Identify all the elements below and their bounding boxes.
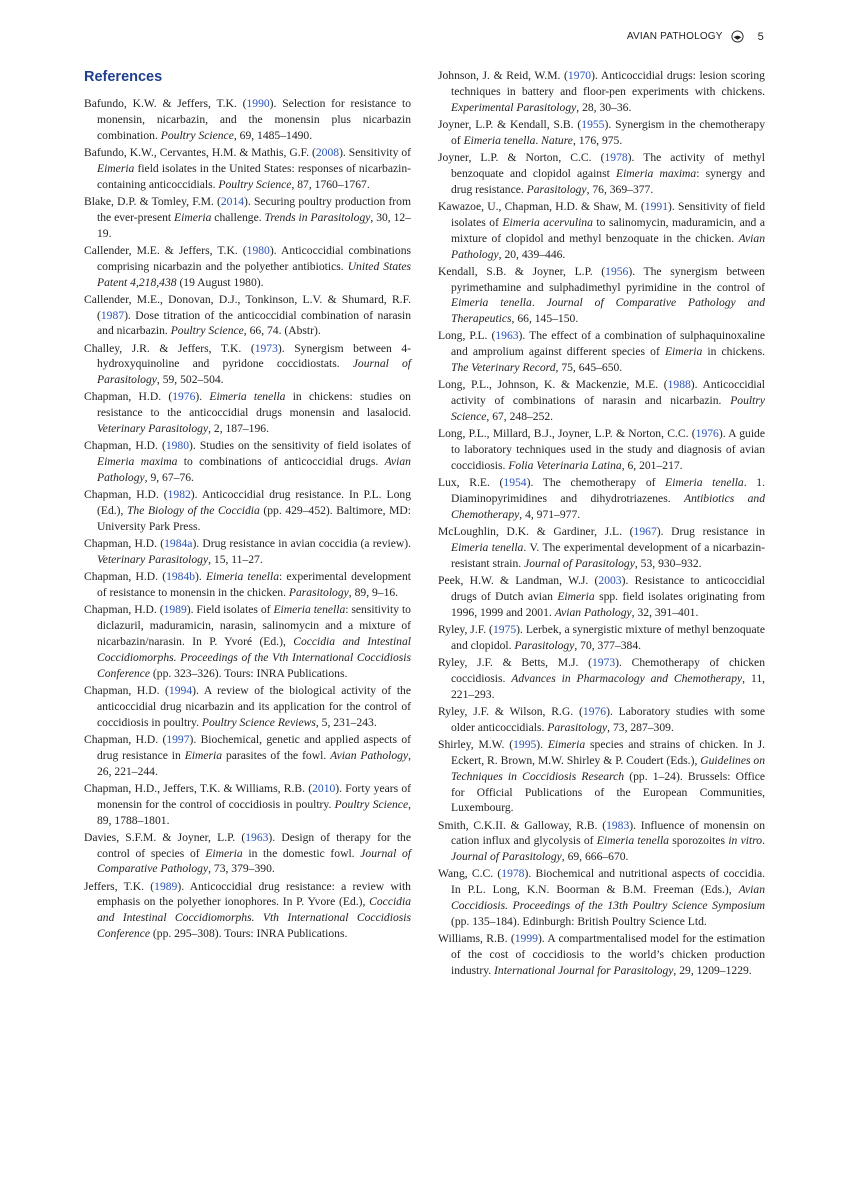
references-column-left	[84, 68, 411, 943]
italic-text: Eimeria tenella	[665, 476, 744, 490]
reference-year-link[interactable]: 1982	[167, 488, 191, 502]
reference-year-link[interactable]: 1980	[165, 439, 190, 453]
reference-year-link[interactable]: 1988	[667, 378, 691, 392]
italic-text: Journal of Parasitology	[451, 850, 562, 864]
italic-text: Avian Pathology	[330, 748, 409, 762]
reference-year-link[interactable]: 1954	[503, 476, 527, 490]
reference-entry: Chapman, H.D. (1976). Eimeria tenella in chickens: studies on resistance to the anticoccidial drugs monensin and lasalocid. Veterinary Parasitology, 2, 187–196.	[84, 390, 411, 436]
page-number: 5	[757, 30, 764, 43]
reference-year-link[interactable]: 1975	[492, 622, 517, 636]
reference-entry: Chapman, H.D. (1984b). Eimeria tenella: experimental development of resistance to monensin in the chicken. Parasitology, 89, 9–16.	[84, 570, 411, 600]
italic-text: Poultry Science	[170, 324, 244, 338]
italic-text: Antibiotics and Chemotherapy	[451, 492, 765, 521]
reference-year-link[interactable]: 2003	[598, 573, 622, 587]
reference-entry: Chapman, H.D. (1989). Field isolates of Eimeria tenella: sensitivity to diclazuril, maduramicin, narasin, salinomycin and a mixture of nicarbazin/narasin. In P. Yvoré (Ed.), Coccidia and Intestinal Coccidiomorphs. Proceedings of the Vth International Coccidiosis Conference (pp. 323–326). Tours: INRA Publications.	[84, 603, 411, 680]
italic-text: Poultry Science	[218, 177, 292, 191]
reference-year-link[interactable]: 1980	[246, 243, 270, 257]
italic-text: Eimeria	[664, 345, 703, 359]
italic-text: Eimeria	[174, 210, 212, 224]
reference-entry: Ryley, J.F. & Betts, M.J. (1973). Chemotherapy of chicken coccidiosis. Advances in Pharmacology and Chemotherapy, 11, 221–293.	[438, 655, 766, 701]
reference-entry: Chapman, H.D., Jeffers, T.K. & Williams, R.B. (2010). Forty years of monensin for the control of coccidiosis in poultry. Poultry Science, 89, 1788–1801.	[84, 781, 412, 827]
reference-entry: Peek, H.W. & Landman, W.J. (2003). Resistance to anticoccidial drugs of Dutch avian Eimeria spp. field isolates originating from 1996, 1999 and 2001. Avian Pathology, 32, 391–401.	[438, 573, 766, 619]
reference-entry: Bafundo, K.W. & Jeffers, T.K. (1990). Selection for resistance to monensin, nicarbazin, and the monensin plus nicarbazin combination. Poultry Science, 69, 1485–1490.	[84, 97, 411, 142]
italic-text: Parasitology	[514, 638, 575, 652]
reference-year-link[interactable]: 2014	[220, 194, 245, 208]
italic-text: Folia Veterinaria Latina	[508, 459, 622, 473]
reference-entry: Kawazoe, U., Chapman, H.D. & Shaw, M. (1991). Sensitivity of field isolates of Eimeria acervulina to salinomycin, maduramicin, and a mixture of clopidol and methyl benzoquate in the chicken. Avian Pathology, 20, 439–446.	[438, 199, 765, 261]
reference-entry: Callender, M.E. & Jeffers, T.K. (1980). Anticoccidial combinations comprising nicarbazin and the polyether antibiotics. United States Patent 4,218,438 (19 August 1980).	[84, 243, 412, 289]
reference-year-link[interactable]: 1978	[501, 867, 525, 881]
references-heading: References	[84, 69, 163, 85]
reference-year-link[interactable]: 2010	[312, 781, 336, 795]
references-column-right	[438, 68, 765, 980]
reference-year-link[interactable]: 1994	[168, 683, 193, 697]
reference-entry: Wang, C.C. (1978). Biochemical and nutritional aspects of coccidia. In P.L. Long, K.N. Boorman & B.M. Freeman (Eds.), Avian Coccidiosis. Proceedings of the 13th Poultry Science Symposium (pp. 135–184). Edinburgh: British Poultry Science Ltd.	[438, 867, 766, 929]
italic-text: Eimeria maxima	[97, 455, 178, 469]
reference-entry: Chapman, H.D. (1982). Anticoccidial drug resistance. In P.L. Long (Ed.), The Biology of the Coccidia (pp. 429–452). Baltimore, MD: University Park Press.	[84, 488, 411, 534]
reference-entry: Jeffers, T.K. (1989). Anticoccidial drug resistance: a review with emphasis on the polyether ionophores. In P. Yvore (Ed.), Coccidia and Intestinal Coccidiomorphs. Vth International Coccidiosis Conference (pp. 295–308). Tours: INRA Publications.	[84, 879, 411, 941]
reference-entry: Davies, S.F.M. & Joyner, L.P. (1963). Design of therapy for the control of species of Eimeria in the domestic fowl. Journal of Comparative Pathology, 73, 379–390.	[84, 830, 412, 876]
italic-text: The Veterinary Record	[451, 361, 556, 375]
reference-entry: Ryley, J.F. & Wilson, R.G. (1976). Laboratory studies with some older anticoccidials. Parasitology, 73, 287–309.	[438, 704, 765, 734]
reference-year-link[interactable]: 1963	[245, 830, 269, 844]
reference-list-left	[84, 96, 411, 942]
italic-text: Veterinary Parasitology	[97, 553, 209, 567]
reference-entry: Long, P.L. (1963). The effect of a combination of sulphaquinoxaline and amprolium against different species of Eimeria in chickens. The Veterinary Record, 75, 645–650.	[438, 329, 765, 375]
italic-text: in vitro	[728, 834, 763, 848]
reference-entry: Johnson, J. & Reid, W.M. (1970). Anticoccidial drugs: lesion scoring techniques in battery and floor-pen experiments with chickens. Experimental Parasitology, 28, 30–36.	[438, 69, 765, 114]
italic-text: Journal of Comparative Pathology and Therapeutics	[451, 296, 766, 326]
reference-year-link[interactable]: 1973	[254, 341, 278, 355]
italic-text: Advances in Pharmacology and Chemotherapy	[511, 671, 743, 685]
reference-year-link[interactable]: 1976	[172, 390, 196, 404]
reference-year-link[interactable]: 1976	[582, 704, 607, 718]
reference-entry: Blake, D.P. & Tomley, F.M. (2014). Securing poultry production from the ever-present Eimeria challenge. Trends in Parasitology, 30, 12–19.	[84, 194, 411, 240]
journal-logo-icon	[731, 30, 744, 43]
italic-text: Guidelines on Techniques in Coccidiosis Research	[451, 753, 766, 783]
reference-year-link[interactable]: 1970	[567, 69, 592, 82]
running-head	[627, 30, 764, 43]
reference-year-link[interactable]: 1989	[154, 879, 178, 893]
reference-year-link[interactable]: 1956	[605, 264, 629, 278]
italic-text: Avian Pathology	[97, 455, 411, 485]
italic-text: Parasitology	[526, 182, 587, 196]
reference-entry: Chapman, H.D. (1980). Studies on the sensitivity of field isolates of Eimeria maxima to combinations of anticoccidial drugs. Avian Pathology, 9, 67–76.	[84, 439, 411, 485]
italic-text: United States Patent 4,218,438	[97, 259, 411, 289]
reference-entry: Shirley, M.W. (1995). Eimeria species and strains of chicken. In J. Eckert, R. Brown, M.W. Shirley & P. Coudert (Eds.), Guidelines on Techniques in Coccidiosis Research (pp. 1–24). Brussels: Office for Official Publications of the European Communities, Luxembourg.	[438, 737, 766, 815]
italic-text: The Biology of the Coccidia	[126, 504, 260, 518]
reference-year-link[interactable]: 1983	[606, 818, 630, 832]
reference-entry: Challey, J.R. & Jeffers, T.K. (1973). Synergism between 4-hydroxyquinoline and pyridone coccidiostats. Journal of Parasitology, 59, 502–504.	[84, 341, 412, 387]
italic-text: International Journal for Parasitology	[494, 964, 674, 978]
journal-name: AVIAN PATHOLOGY	[626, 31, 723, 42]
italic-text: Journal of Parasitology	[524, 556, 635, 570]
reference-year-link[interactable]: 1989	[163, 603, 187, 617]
reference-entry: Joyner, L.P. & Kendall, S.B. (1955). Synergism in the chemotherapy of Eimeria tenella. Nature, 176, 975.	[438, 117, 765, 147]
reference-entry: Ryley, J.F. (1975). Lerbek, a synergistic mixture of methyl benzoquate and clopidol. Parasitology, 70, 377–384.	[438, 622, 765, 652]
reference-year-link[interactable]: 1967	[633, 525, 657, 539]
reference-year-link[interactable]: 1999	[514, 932, 538, 946]
italic-text: Trends in Parasitology	[264, 210, 371, 224]
italic-text: Poultry Science	[451, 394, 765, 424]
reference-entry: McLoughlin, D.K. & Gardiner, J.L. (1967). Drug resistance in Eimeria tenella. V. The experimental development of a nicarbazin-resistant strain. Journal of Parasitology, 53, 930–932.	[438, 525, 765, 570]
italic-text: Eimeria tenella	[273, 603, 346, 617]
italic-text: Eimeria tenella	[209, 390, 286, 404]
italic-text: Experimental Parasitology	[451, 100, 577, 114]
italic-text: Eimeria	[97, 161, 135, 175]
italic-text: Journal of Comparative Pathology	[97, 846, 412, 876]
italic-text: Eimeria	[557, 589, 595, 603]
reference-year-link[interactable]: 1987	[100, 308, 125, 322]
reference-entry: Joyner, L.P. & Norton, C.C. (1978). The activity of methyl benzoquate and clopidol against Eimeria maxima: synergy and drug resistance. Parasitology, 76, 369–377.	[438, 150, 766, 196]
reference-list-right	[438, 68, 765, 979]
reference-year-link[interactable]: 1991	[644, 199, 668, 213]
reference-year-link[interactable]: 1955	[581, 117, 605, 131]
reference-year-link[interactable]: 1984a	[164, 537, 193, 551]
reference-entry: Chapman, H.D. (1984a). Drug resistance in avian coccidia (a review). Veterinary Parasitology, 15, 11–27.	[84, 537, 411, 567]
italic-text: Parasitology	[288, 586, 349, 600]
italic-text: Eimeria tenella	[463, 133, 536, 147]
italic-text: Coccidia and Intestinal Coccidiomorphs. Vth International Coccidiosis Conference	[97, 895, 411, 941]
italic-text: Journal of Parasitology	[97, 357, 411, 387]
reference-year-link[interactable]: 1963	[495, 329, 519, 343]
reference-year-link[interactable]: 1990	[246, 97, 270, 110]
italic-text: Poultry Science Reviews	[201, 715, 316, 729]
italic-text: Eimeria	[547, 737, 586, 751]
reference-entry: Callender, M.E., Donovan, D.J., Tonkinson, L.V. & Shumard, R.F. (1987). Dose titration of the anticoccidial combination of narasin and nicarbazin. Poultry Science, 66, 74. (Abstr).	[84, 292, 411, 338]
italic-text: Eimeria maxima	[616, 166, 697, 180]
reference-year-link[interactable]: 1978	[604, 150, 628, 164]
reference-entry: Bafundo, K.W., Cervantes, H.M. & Mathis, G.F. (2008). Sensitivity of Eimeria field isolates in the United States: responses of nicarbazin-containing anticoccidials. Poultry Science, 87, 1760–1767.	[84, 145, 411, 191]
reference-year-link[interactable]: 2008	[315, 145, 340, 159]
reference-year-link[interactable]: 1976	[695, 427, 719, 441]
reference-entry: Lux, R.E. (1954). The chemotherapy of Eimeria tenella. 1. Diaminopyrimidines and dihydrotriazenes. Antibiotics and Chemotherapy, 4, 971–977.	[438, 476, 765, 521]
reference-entry: Kendall, S.B. & Joyner, L.P. (1956). The synergism between pyrimethamine and sulphadimethyl pyrimidine in the control of Eimeria tenella. Journal of Comparative Pathology and Therapeutics, 66, 145–150.	[438, 264, 766, 326]
reference-year-link[interactable]: 1997	[166, 732, 190, 746]
italic-text: Eimeria tenella	[596, 834, 669, 848]
italic-text: Eimeria tenella	[451, 540, 524, 554]
reference-entry: Williams, R.B. (1999). A compartmentalised model for the estimation of the cost of coccidiosis to the world’s chicken production industry. International Journal for Parasitology, 29, 1209–1229.	[438, 932, 765, 978]
reference-year-link[interactable]: 1984b	[166, 570, 196, 584]
italic-text: Avian Pathology	[451, 231, 765, 261]
italic-text: Eimeria tenella	[205, 570, 280, 584]
italic-text: Veterinary Parasitology	[97, 422, 209, 436]
italic-text: Poultry Science	[334, 797, 409, 811]
italic-text: Nature	[541, 133, 573, 147]
reference-year-link[interactable]: 1995	[513, 737, 537, 751]
reference-entry: Long, P.L., Millard, B.J., Joyner, L.P. & Norton, C.C. (1976). A guide to laboratory techniques used in the study and diagnosis of avian coccidiosis. Folia Veterinaria Latina, 6, 201–217.	[438, 427, 765, 473]
reference-entry: Long, P.L., Johnson, K. & Mackenzie, M.E. (1988). Anticoccidial activity of combinations of narasin and nicarbazin. Poultry Science, 67, 248–252.	[438, 378, 765, 424]
italic-text: Poultry Science	[160, 128, 234, 142]
italic-text: Eimeria acervulina	[502, 215, 593, 229]
italic-text: Eimeria	[205, 846, 243, 860]
italic-text: Avian Pathology	[554, 605, 632, 619]
reference-entry: Chapman, H.D. (1997). Biochemical, genetic and applied aspects of drug resistance in Eimeria parasites of the fowl. Avian Pathology, 26, 221–244.	[84, 732, 411, 778]
italic-text: Eimeria tenella	[451, 296, 532, 310]
reference-entry: Chapman, H.D. (1994). A review of the biological activity of the anticoccidial drug nicarbazin and its application for the control of coccidiosis in poultry. Poultry Science Reviews, 5, 231–243.	[84, 683, 411, 729]
italic-text: Coccidia and Intestinal Coccidiomorphs. Proceedings of the Vth International Coccidiosis Conference	[97, 634, 411, 680]
italic-text: Parasitology	[547, 720, 608, 734]
italic-text: Avian Coccidiosis. Proceedings of the 13th Poultry Science Symposium	[451, 883, 765, 913]
italic-text: Eimeria	[184, 748, 223, 762]
reference-entry: Smith, C.K.II. & Galloway, R.B. (1983). Influence of monensin on cation influx and glycolysis of Eimeria tenella sporozoites in vitro. Journal of Parasitology, 69, 666–670.	[438, 818, 765, 864]
reference-year-link[interactable]: 1973	[591, 655, 616, 669]
